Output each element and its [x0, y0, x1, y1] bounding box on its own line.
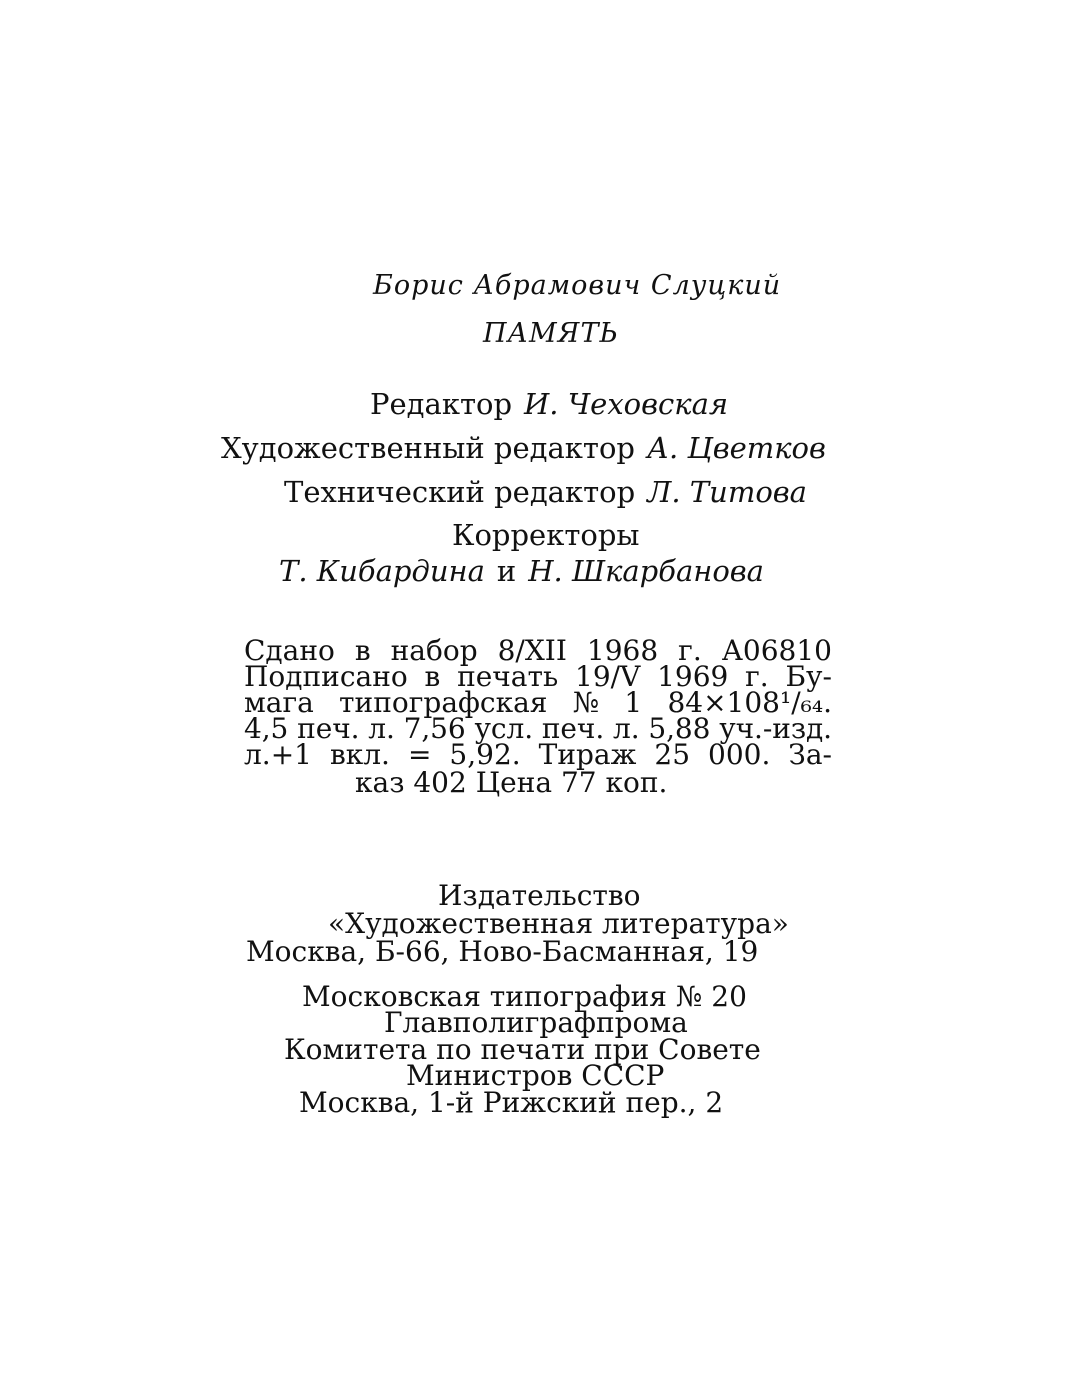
- printer-line-1: Московская типография № 20: [302, 980, 747, 1013]
- art-editor-role: Художественный редактор: [221, 431, 635, 465]
- printer-line-2: Главполиграфпрома: [384, 1006, 688, 1039]
- print-info-line-3: мага типографская № 1 84×108¹/₆₄.: [244, 686, 832, 719]
- publisher-address: Москва, Б-66, Ново-Басманная, 19: [246, 935, 759, 968]
- art-editor-name: А. Цветков: [647, 431, 826, 465]
- editor-credit: [370, 387, 729, 421]
- art-editor-credit: [221, 431, 826, 465]
- printer-line-5: Москва, 1-й Рижский пер., 2: [299, 1086, 724, 1119]
- print-info-line-4: 4,5 печ. л. 7,56 усл. печ. л. 5,88 уч.-изд.: [244, 712, 832, 745]
- book-title: ПАМЯТЬ: [483, 318, 619, 349]
- print-info-line-1: Сдано в набор 8/XII 1968 г. А06810: [244, 634, 832, 667]
- proofreader-1: Т. Кибардина: [279, 554, 485, 588]
- print-info-line-6: каз 402 Цена 77 коп.: [355, 766, 668, 799]
- printer-line-4: Министров СССР: [406, 1059, 665, 1092]
- proofreader-2: Н. Шкарбанова: [528, 554, 764, 588]
- publisher-label: Издательство: [438, 879, 641, 912]
- tech-editor-credit: [284, 475, 807, 509]
- publisher-name: «Художественная литература»: [328, 907, 789, 940]
- print-info-line-5: л.+1 вкл. = 5,92. Тираж 25 000. За-: [244, 738, 832, 771]
- tech-editor-name: Л. Титова: [647, 475, 807, 509]
- proofreaders-role: Корректоры: [452, 518, 640, 552]
- print-info-line-2: Подписано в печать 19/V 1969 г. Бу-: [244, 660, 832, 693]
- proofreaders-names: [279, 554, 764, 588]
- editor-role: Редактор: [370, 387, 513, 421]
- proofreaders-conj: и: [496, 554, 517, 588]
- tech-editor-role: Технический редактор: [284, 475, 636, 509]
- printer-line-3: Комитета по печати при Совете: [284, 1033, 761, 1066]
- editor-name: И. Чеховская: [524, 387, 729, 421]
- author-name: Борис Абрамович Слуцкий: [373, 270, 782, 301]
